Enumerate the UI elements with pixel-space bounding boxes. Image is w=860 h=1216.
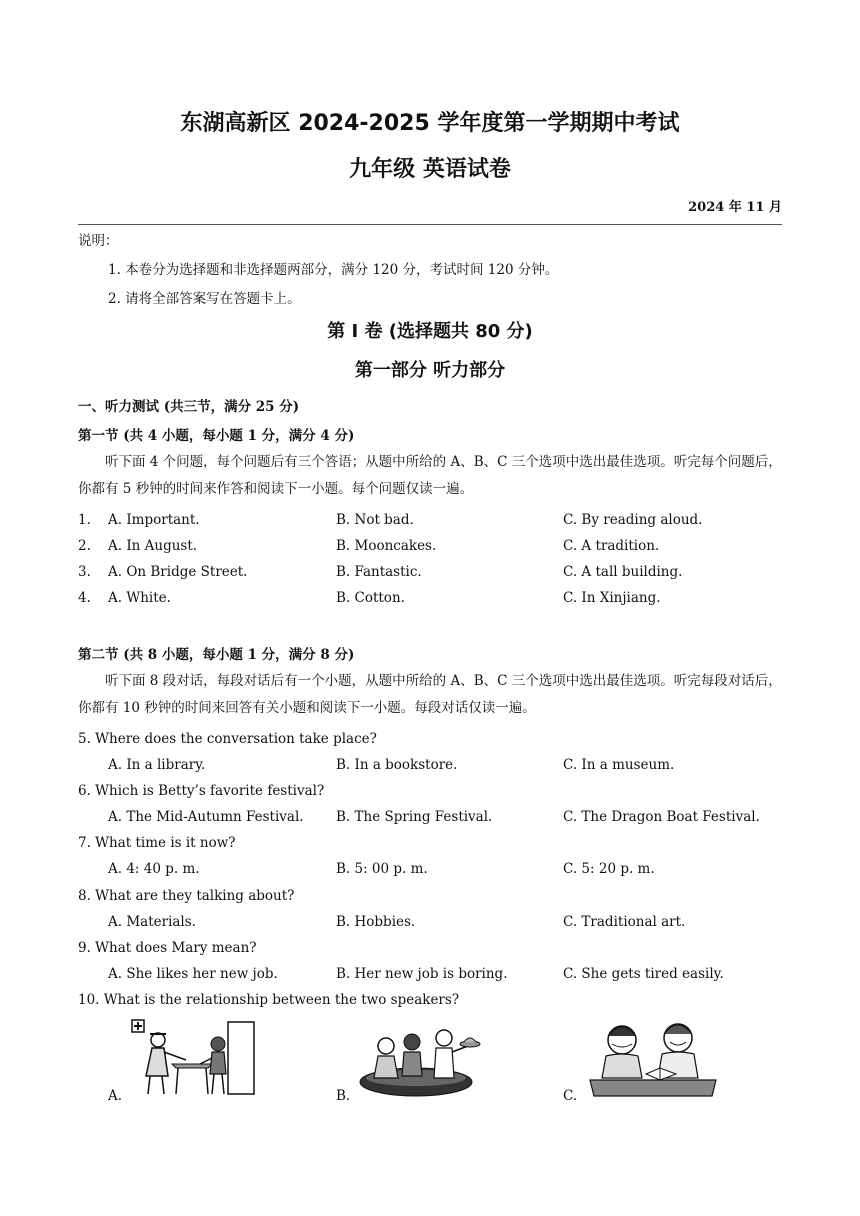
option-b: B. Fantastic. (336, 564, 422, 580)
option-b: B. Mooncakes. (336, 538, 437, 554)
question-stem: 9. What does Mary mean? (78, 940, 257, 956)
option-a: A. In a library. (108, 757, 206, 773)
option-b: B. Not bad. (336, 512, 414, 528)
question-stem: 10. What is the relationship between the two speakers? (78, 992, 460, 1008)
exam-subtitle: 九年级 英语试卷 (349, 157, 511, 182)
restaurant-waiter-illustration (358, 1020, 484, 1100)
option-a: A. Important. (108, 512, 200, 528)
doctor-patient-illustration (128, 1018, 258, 1098)
question-number: 4. (78, 590, 91, 606)
students-desk-illustration (586, 1016, 720, 1098)
exam-title: 东湖高新区 2024-2025 学年度第一学期期中考试 (180, 111, 680, 136)
option-b: B. The Spring Festival. (336, 809, 493, 825)
option-a: A. On Bridge Street. (108, 564, 248, 580)
volume-title: 第 Ⅰ 卷 (选择题共 80 分) (327, 321, 533, 342)
option-a: A. 4: 40 p. m. (108, 861, 200, 877)
section1-instructions: 听下面 4 个问题，每个问题后有三个答语；从题中所给的 A、B、C 三个选项中选出最佳选项。听完每个问题后，你都有 5 秒钟的时间来作答和阅读下一小题。每个问题仅读一遍。 (78, 454, 782, 497)
option-c: C. By reading aloud. (563, 512, 703, 528)
option-a: A. (108, 1088, 123, 1104)
notes-label: 说明： (78, 233, 119, 249)
option-c: C. The Dragon Boat Festival. (563, 809, 760, 825)
option-b: B. 5: 00 p. m. (336, 861, 428, 877)
option-a: A. Materials. (108, 914, 196, 930)
option-c: C. A tall building. (563, 564, 683, 580)
option-c: C. 5: 20 p. m. (563, 861, 655, 877)
option-c: C. (563, 1088, 578, 1104)
note-item-1: 1. 本卷分为选择题和非选择题两部分，满分 120 分，考试时间 120 分钟。 (108, 262, 559, 278)
option-c: C. She gets tired easily. (563, 966, 724, 982)
part-title: 第一部分 听力部分 (354, 360, 506, 381)
question-number: 3. (78, 564, 91, 580)
option-b: B. In a bookstore. (336, 757, 458, 773)
option-a: A. The Mid-Autumn Festival. (108, 809, 304, 825)
question-stem: 7. What time is it now? (78, 835, 236, 851)
option-b: B. Her new job is boring. (336, 966, 508, 982)
option-a: A. In August. (108, 538, 198, 554)
question-stem: 5. Where does the conversation take place? (78, 731, 377, 747)
question-stem: 6. Which is Betty’s favorite festival? (78, 783, 325, 799)
question-number: 2. (78, 538, 91, 554)
exam-date: 2024 年 11 月 (688, 200, 782, 215)
option-c: C. In a museum. (563, 757, 675, 773)
option-b: B. Hobbies. (336, 914, 416, 930)
option-a: A. White. (108, 590, 171, 606)
option-b: B. Cotton. (336, 590, 405, 606)
question-number: 1. (78, 512, 91, 528)
option-c: C. In Xinjiang. (563, 590, 661, 606)
section2-heading: 第二节 (共 8 小题，每小题 1 分，满分 8 分) (78, 647, 355, 663)
header-divider (78, 224, 782, 225)
section1-heading: 第一节 (共 4 小题，每小题 1 分，满分 4 分) (78, 428, 355, 444)
section2-instructions: 听下面 8 段对话，每段对话后有一个小题，从题中所给的 A、B、C 三个选项中选出最佳选项。听完每段对话后，你都有 10 秒钟的时间来回答有关小题和阅读下一小题。每段对话仅读一遍。 (78, 673, 782, 716)
listening-heading: 一、听力测试 (共三节，满分 25 分) (78, 399, 300, 415)
option-c: C. A tradition. (563, 538, 660, 554)
question-stem: 8. What are they talking about? (78, 888, 295, 904)
option-c: C. Traditional art. (563, 914, 686, 930)
option-a: A. She likes her new job. (108, 966, 278, 982)
note-item-2: 2. 请将全部答案写在答题卡上。 (108, 291, 301, 307)
option-b: B. (336, 1088, 351, 1104)
